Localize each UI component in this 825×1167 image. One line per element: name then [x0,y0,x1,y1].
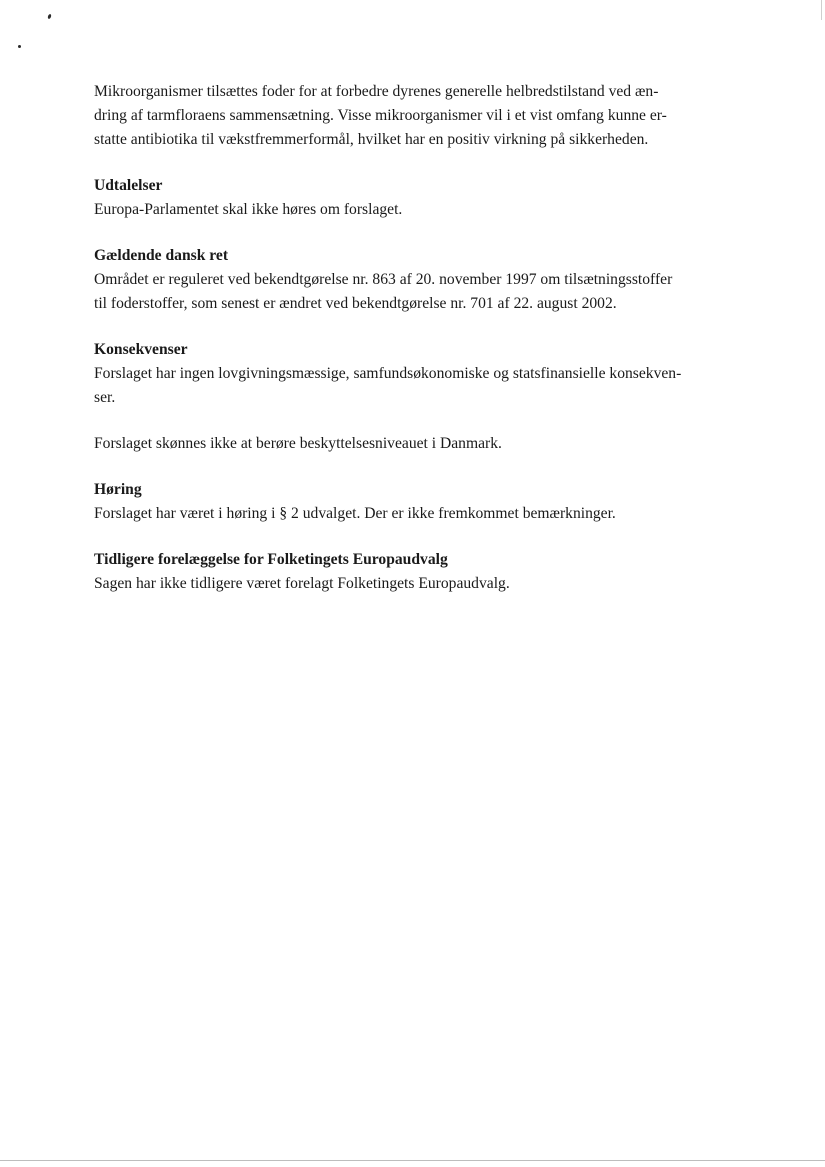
section-beskyttelsesniveau [94,432,734,456]
section-konsekvenser [94,338,734,410]
section-heading: Udtalelser [94,177,163,194]
section-heading: Høring [94,481,142,498]
paragraph-line: statte antibiotika til vækstfremmerformål, hvilket har en positiv virkning på sikkerheden. [94,131,649,148]
scan-speck [18,45,21,48]
paragraph-line: Sagen har ikke tidligere været forelagt Folketingets Europaudvalg. [94,575,510,592]
paragraph-line: Området er reguleret ved bekendtgørelse nr. 863 af 20. november 1997 om tilsætningsstoffer [94,271,673,288]
paragraph-line: dring af tarmfloraens sammensætning. Visse mikroorganismer vil i et vist omfang kunne er- [94,107,667,124]
paragraph-line: til foderstoffer, som senest er ændret ved bekendtgørelse nr. 701 af 22. august 2002. [94,295,617,312]
section-horing [94,478,734,526]
paragraph-line: Forslaget skønnes ikke at berøre beskyttelsesniveauet i Danmark. [94,435,502,452]
paragraph-line: Europa-Parlamentet skal ikke høres om forslaget. [94,201,403,218]
section-udtalelser [94,174,734,222]
paragraph-line: ser. [94,389,116,406]
section-heading: Tidligere forelæggelse for Folketingets Europaudvalg [94,551,448,568]
section-heading: Konsekvenser [94,341,188,358]
section-tidligere-forelaeggelse [94,548,734,596]
scan-speck [47,14,52,20]
paragraph-line: Forslaget har været i høring i § 2 udvalget. Der er ikke fremkommet bemærkninger. [94,505,616,522]
section-heading: Gældende dansk ret [94,247,229,264]
paragraph-line: Forslaget har ingen lovgivningsmæssige, samfundsøkonomiske og statsfinansielle konsekven- [94,365,682,382]
scan-edge-line [821,0,822,20]
section-gaeldende-dansk-ret [94,244,734,316]
scan-edge-line [0,1160,825,1161]
intro-paragraph [94,80,734,152]
paragraph-line: Mikroorganismer tilsættes foder for at forbedre dyrenes generelle helbredstilstand ved æn- [94,83,659,100]
document-body [94,80,734,618]
